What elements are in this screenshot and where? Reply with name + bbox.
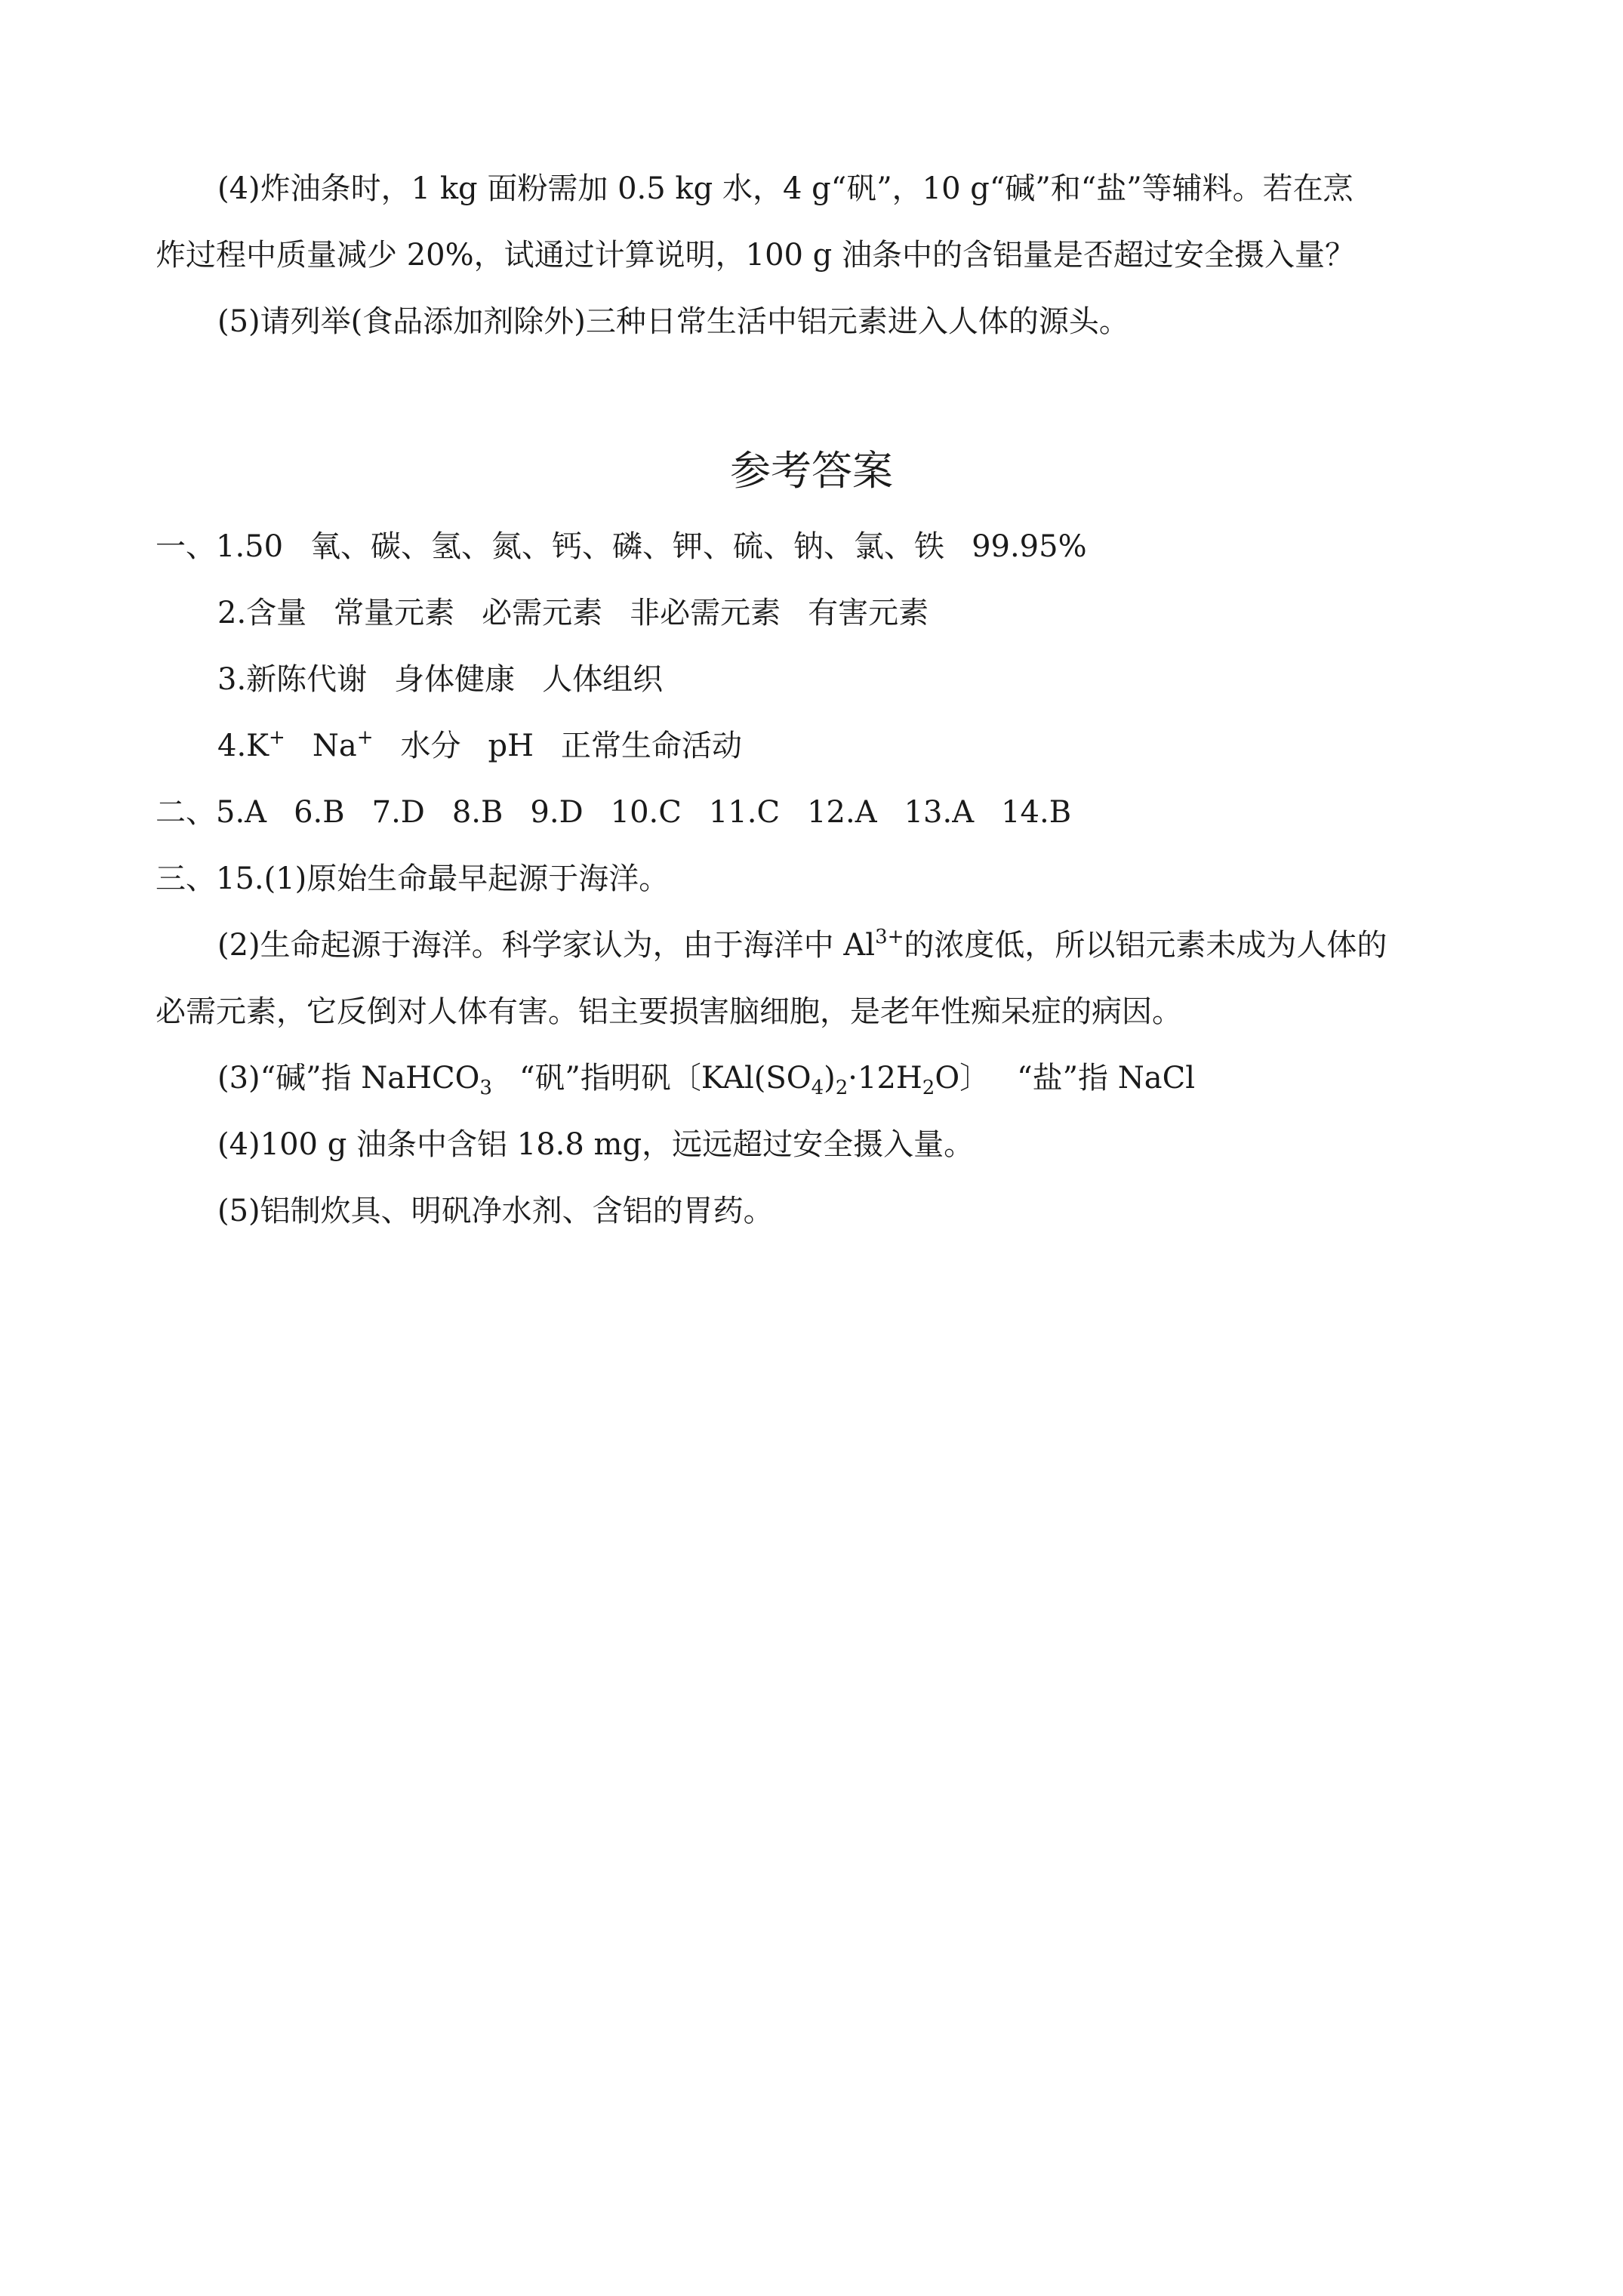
subscript: 2 <box>835 1077 848 1099</box>
answer-2 <box>217 593 929 633</box>
answer-4-k: 4.K <box>217 729 269 763</box>
answer-15-2-text: (2)生命起源于海洋。科学家认为，由于海洋中 Al <box>217 928 876 963</box>
answer-3-item: 3.新陈代谢 <box>217 662 368 697</box>
answer-4-item: pH <box>488 729 534 763</box>
answer-4-na-charge: + <box>356 726 374 749</box>
answer-1-elements: 氧、碳、氢、氮、钙、磷、钾、硫、钠、氯、铁 <box>310 529 945 564</box>
answer-2-item: 有害元素 <box>808 596 929 630</box>
answer-15-3-text: (3)“碱”指 NaHCO <box>217 1061 480 1096</box>
answer-15-3-text: “矾”指明矾〔KAl(SO <box>519 1061 812 1096</box>
answer-4-k-charge: + <box>269 726 285 749</box>
answer-1-percent: 99.95% <box>972 529 1087 564</box>
answer-15-3-text: ) <box>824 1061 836 1096</box>
question-4-line-1: (4)炸油条时，1 kg 面粉需加 0.5 kg 水，4 g“矾”，10 g“碱”和“盐”等辅料。若在烹 <box>217 171 1354 206</box>
mc-answer: 9.D <box>530 795 584 830</box>
subscript: 3 <box>479 1077 492 1099</box>
subscript: 2 <box>922 1077 935 1099</box>
answer-4-na: Na <box>312 729 357 763</box>
mc-answer: 14.B <box>1001 795 1072 830</box>
question-4-line-2: 炸过程中质量减少 20%，试通过计算说明，100 g 油条中的含铝量是否超过安全摄入量？ <box>156 238 1356 273</box>
answer-2-item: 常量元素 <box>334 596 455 630</box>
answer-section-2 <box>156 793 1071 832</box>
answer-15-3 <box>217 1059 1195 1098</box>
mc-answer: 8.B <box>451 795 504 830</box>
answer-15-3-text: ·12H <box>848 1061 922 1096</box>
answer-2-item: 2.含量 <box>217 596 307 630</box>
mc-answer: 二、5.A <box>156 795 267 830</box>
answer-15-3-text: O〕 <box>935 1061 990 1096</box>
al-ion-charge: 3+ <box>875 926 904 948</box>
answer-15-1: 三、15.(1)原始生命最早起源于海洋。 <box>156 861 670 896</box>
subscript: 4 <box>811 1077 824 1099</box>
answer-15-3-text: “盐”指 NaCl <box>1017 1061 1195 1096</box>
answer-2-item: 非必需元素 <box>630 596 781 630</box>
answers-title: 参考答案 <box>730 447 893 495</box>
answer-section-1 <box>156 527 1087 566</box>
answer-3-item: 身体健康 <box>394 662 516 697</box>
answer-4-item: 水分 <box>400 729 461 763</box>
answer-15-2-text: 的浓度低，所以铝元素未成为人体的 <box>904 928 1387 963</box>
mc-answer: 12.A <box>807 795 877 830</box>
answer-4-item: 正常生命活动 <box>561 729 742 763</box>
mc-answer: 11.C <box>708 795 781 830</box>
answer-1-prefix: 一、1.50 <box>156 529 284 564</box>
answer-15-5: (5)铝制炊具、明矾净水剂、含铝的胃药。 <box>217 1194 774 1228</box>
answer-2-item: 必需元素 <box>482 596 603 630</box>
mc-answer: 13.A <box>904 795 975 830</box>
answer-15-4: (4)100 g 油条中含铝 18.8 mg，远远超过安全摄入量。 <box>217 1127 975 1162</box>
mc-answer: 10.C <box>610 795 682 830</box>
answer-3-item: 人体组织 <box>542 662 664 697</box>
answer-15-2-line-2: 必需元素，它反倒对人体有害。铝主要损害脑细胞，是老年性痴呆症的病因。 <box>156 994 1182 1029</box>
answer-15-2-line-1 <box>217 926 1387 965</box>
question-5: (5)请列举(食品添加剂除外)三种日常生活中铝元素进入人体的源头。 <box>217 304 1129 339</box>
answer-3 <box>217 660 663 699</box>
answer-4 <box>217 726 742 766</box>
mc-answer: 7.D <box>371 795 425 830</box>
mc-answer: 6.B <box>294 795 345 830</box>
